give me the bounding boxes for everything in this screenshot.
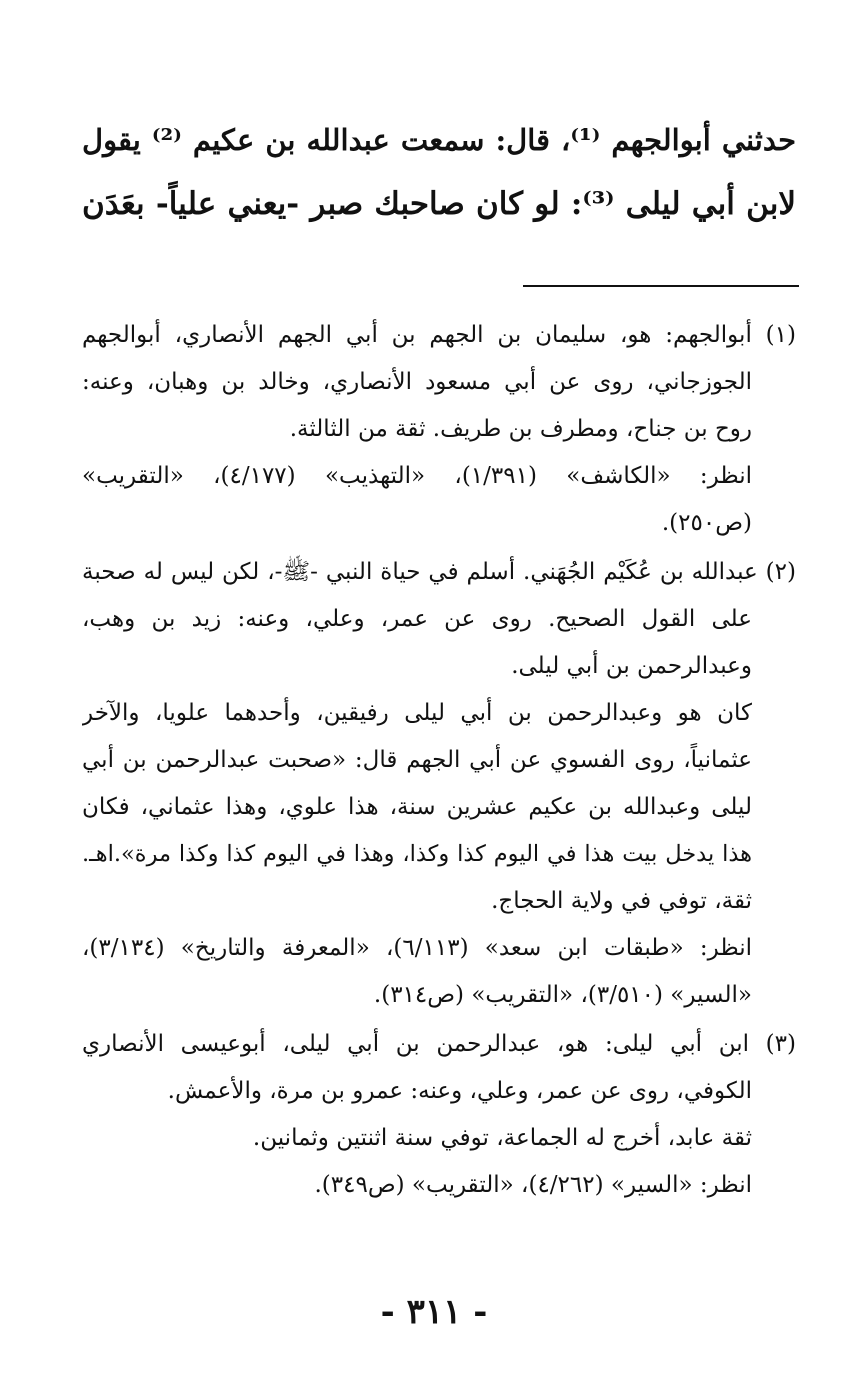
footnote-line: روح بن جناح، ومطرف بن طريف. ثقة من الثالثة.	[289, 416, 752, 442]
footnote-line: ليلى وعبدالله بن عكيم عشرين سنة، هذا علوي، وهذا عثماني، فكان	[82, 794, 752, 820]
footnote-2	[82, 549, 796, 1019]
footnote-line: «السير» (٣/٥١٠)، «التقريب» (ص٣١٤).	[373, 982, 752, 1008]
footnote-line: هذا يدخل بيت هذا في اليوم كذا وكذا، وهذا في اليوم كذا وكذا مرة».اهـ.	[82, 841, 752, 867]
footnote-line: (٣) ابن أبي ليلى: هو، عبدالرحمن بن أبي ليلى، أبوعيسى الأنصاري	[82, 1031, 796, 1057]
footnote-line: (١) أبوالجهم: هو، سليمان بن الجهم بن أبي الجهم الأنصاري، أبوالجهم	[82, 322, 796, 348]
main-text-line: حدثني أبوالجهم ⁽¹⁾، قال: سمعت عبدالله بن عكيم ⁽²⁾ يقول	[82, 123, 796, 157]
footnotes	[82, 312, 796, 1209]
footnote-line: كان هو وعبدالرحمن بن أبي ليلى رفيقين، وأحدهما علويا، والآخر	[82, 700, 753, 726]
footnote-line: (٢) عبدالله بن عُكَيْم الجُهَني. أسلم في حياة النبي -ﷺ-، لكن ليس له صحبة	[82, 559, 796, 585]
footnote-line: الكوفي، روى عن عمر، وعلي، وعنه: عمرو بن مرة، والأعمش.	[167, 1078, 752, 1104]
footnote-line: انظر: «الكاشف» (١/٣٩١)، «التهذيب» (٤/١٧٧)، «التقريب»	[82, 463, 752, 489]
footnote-line: ثقة، توفي في ولاية الحجاج.	[491, 888, 752, 914]
footnote-3	[82, 1021, 796, 1209]
footnote-separator	[523, 285, 799, 287]
footnote-line: على القول الصحيح. روى عن عمر، وعلي، وعنه: زيد بن وهب،	[82, 606, 752, 632]
footnote-line: ثقة عابد، أخرج له الجماعة، توفي سنة اثنتين وثمانين.	[252, 1125, 752, 1151]
footnote-line: الجوزجاني، روى عن أبي مسعود الأنصاري، وخالد بن وهبان، وعنه:	[82, 369, 752, 395]
main-text	[82, 108, 796, 236]
footnote-line: وعبدالرحمن بن أبي ليلى.	[511, 653, 752, 679]
main-text-line: لابن أبي ليلى ⁽³⁾: لو كان صاحبك صبر -يعني علياً- بعَدَن	[82, 186, 796, 222]
page-number: - ٣١١ -	[380, 1292, 488, 1332]
footnote-line: انظر: «طبقات ابن سعد» (٦/١١٣)، «المعرفة والتاريخ» (٣/١٣٤)،	[82, 935, 752, 961]
footnote-1	[82, 312, 796, 547]
footnote-line: انظر: «السير» (٤/٢٦٢)، «التقريب» (ص٣٤٩).	[314, 1172, 752, 1198]
footnote-line: عثمانياً، روى الفسوي عن أبي الجهم قال: «صحبت عبدالرحمن بن أبي	[82, 747, 752, 773]
footnote-line: (ص٢٥٠).	[661, 510, 752, 536]
